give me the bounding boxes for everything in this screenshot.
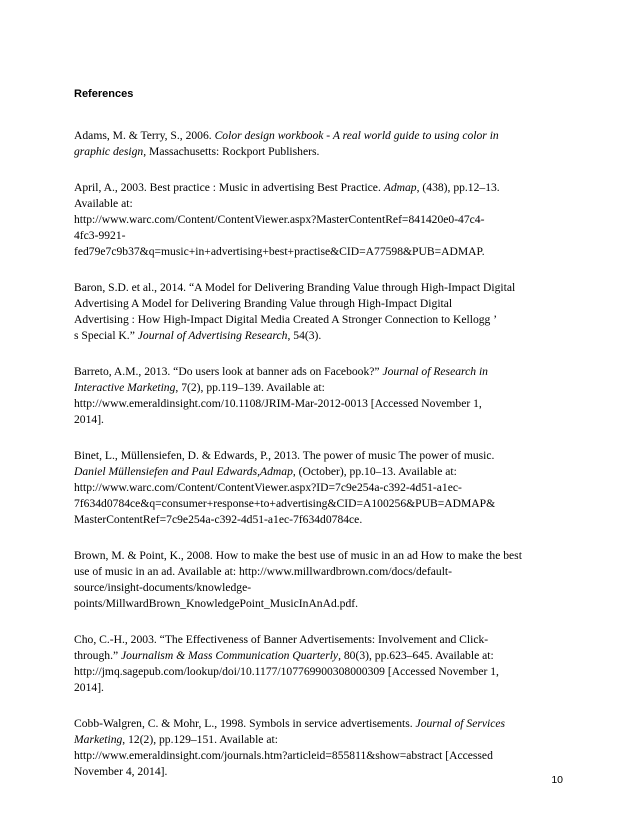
reference-text: Binet, L., Müllensiefen, D. & Edwards, P., 2013. The power of music The power of music. [74, 449, 495, 462]
reference-line [74, 280, 570, 296]
reference-line [74, 380, 570, 396]
reference-line [74, 364, 570, 380]
reference-italic-text: graphic design [74, 145, 144, 158]
reference-italic-text: Color design workbook - A real world guide to using color in [214, 129, 499, 142]
reference-line [74, 312, 570, 328]
reference-italic-text: Admap [383, 181, 417, 194]
reference-italic-text: Journal of Research in [382, 365, 488, 378]
reference-line [74, 180, 570, 196]
reference-text: points/MillwardBrown_KnowledgePoint_MusicInAnAd.pdf. [74, 597, 359, 610]
reference-line [74, 212, 570, 228]
reference-line [74, 512, 570, 528]
reference-text: http://www.emeraldinsight.com/journals.htm?articleid=855811&show=abstract [Accessed [74, 749, 493, 762]
references-heading: References [74, 88, 134, 100]
reference-text: , (438), pp.12–13. [416, 181, 500, 194]
reference-text: , 54(3). [287, 329, 322, 342]
reference-line [74, 412, 570, 428]
reference-line [74, 244, 570, 260]
reference-line [74, 664, 570, 680]
reference-text: Cobb-Walgren, C. & Mohr, L., 1998. Symbols in service advertisements. [74, 717, 416, 730]
reference-entry [74, 632, 570, 696]
reference-italic-text: Journalism & Mass Communication Quarterly [121, 649, 339, 662]
reference-text: 2014]. [74, 681, 104, 694]
reference-text: Baron, S.D. et al., 2014. “A Model for Delivering Branding Value through High-Impact Digital [74, 281, 516, 294]
reference-text: Cho, C.-H., 2003. “The Effectiveness of Banner Advertisements: Involvement and Click- [74, 633, 489, 646]
reference-text: Advertising A Model for Delivering Branding Value through High-Impact Digital [74, 297, 453, 310]
reference-text: fed79e7c9b37&q=music+in+advertising+best+practise&CID=A77598&PUB=ADMAP. [74, 245, 485, 258]
reference-line [74, 680, 570, 696]
reference-text: http://www.warc.com/Content/ContentViewer.aspx?ID=7c9e254a-c392-4d51-a1ec- [74, 481, 462, 494]
reference-text: Brown, M. & Point, K., 2008. How to make the best use of music in an ad How to make the best [74, 549, 522, 562]
reference-line [74, 580, 570, 596]
reference-text: Advertising : How High-Impact Digital Media Created A Stronger Connection to Kellogg ’ [74, 313, 498, 326]
reference-text: through.” [74, 649, 122, 662]
reference-text: Adams, M. & Terry, S., 2006. [74, 129, 215, 142]
reference-text: , 7(2), pp.119–139. Available at: [175, 381, 325, 394]
reference-line [74, 144, 570, 160]
reference-text: MasterContentRef=7c9e254a-c392-4d51-a1ec-7f634d0784ce. [74, 513, 363, 526]
reference-line [74, 764, 570, 780]
reference-italic-text: Interactive Marketing [74, 381, 176, 394]
reference-line [74, 196, 570, 212]
reference-text: , (October), pp.10–13. Available at: [292, 465, 457, 478]
reference-line [74, 596, 570, 612]
reference-line [74, 228, 570, 244]
reference-text: , 80(3), pp.623–645. Available at: [338, 649, 494, 662]
reference-italic-text: Marketing [74, 733, 123, 746]
reference-line [74, 464, 570, 480]
reference-line [74, 716, 570, 732]
reference-text: , Massachusetts: Rockport Publishers. [143, 145, 320, 158]
reference-line [74, 564, 570, 580]
reference-line [74, 448, 570, 464]
reference-text: http://jmq.sagepub.com/lookup/doi/10.1177/107769900308000309 [Accessed November 1, [74, 665, 499, 678]
reference-entry [74, 280, 570, 344]
reference-line [74, 496, 570, 512]
reference-entry [74, 128, 570, 160]
reference-entry [74, 364, 570, 428]
reference-line [74, 296, 570, 312]
reference-text: Available at: [74, 197, 133, 210]
reference-text: http://www.emeraldinsight.com/10.1108/JRIM-Mar-2012-0013 [Accessed November 1, [74, 397, 482, 410]
reference-line [74, 328, 570, 344]
reference-line [74, 396, 570, 412]
reference-line [74, 480, 570, 496]
reference-italic-text: Journal of Services [415, 717, 506, 730]
reference-entry [74, 180, 570, 260]
reference-text: November 4, 2014]. [74, 765, 168, 778]
reference-text: 4fc3-9921- [74, 229, 126, 242]
reference-line [74, 648, 570, 664]
reference-list [74, 128, 570, 800]
reference-text: source/insight-documents/knowledge- [74, 581, 252, 594]
reference-text: 7f634d0784ce&q=consumer+response+to+advertising&CID=A100256&PUB=ADMAP& [74, 497, 496, 510]
reference-line [74, 632, 570, 648]
reference-italic-text: Daniel Müllensiefen and Paul Edwards,Admap [74, 465, 293, 478]
reference-italic-text: Journal of Advertising Research [137, 329, 288, 342]
reference-line [74, 732, 570, 748]
page-number: 10 [551, 774, 563, 786]
reference-line [74, 548, 570, 564]
reference-text: , 12(2), pp.129–151. Available at: [122, 733, 278, 746]
reference-entry [74, 448, 570, 528]
reference-text: s Special K.” [74, 329, 138, 342]
reference-entry [74, 548, 570, 612]
reference-text: 2014]. [74, 413, 104, 426]
reference-line [74, 128, 570, 144]
reference-text: use of music in an ad. Available at: http://www.millwardbrown.com/docs/default- [74, 565, 452, 578]
reference-text: April, A., 2003. Best practice : Music in advertising Best Practice. [74, 181, 384, 194]
reference-line [74, 748, 570, 764]
reference-text: Barreto, A.M., 2013. “Do users look at banner ads on Facebook?” [74, 365, 383, 378]
reference-text: http://www.warc.com/Content/ContentViewer.aspx?MasterContentRef=841420e0-47c4- [74, 213, 485, 226]
reference-entry [74, 716, 570, 780]
